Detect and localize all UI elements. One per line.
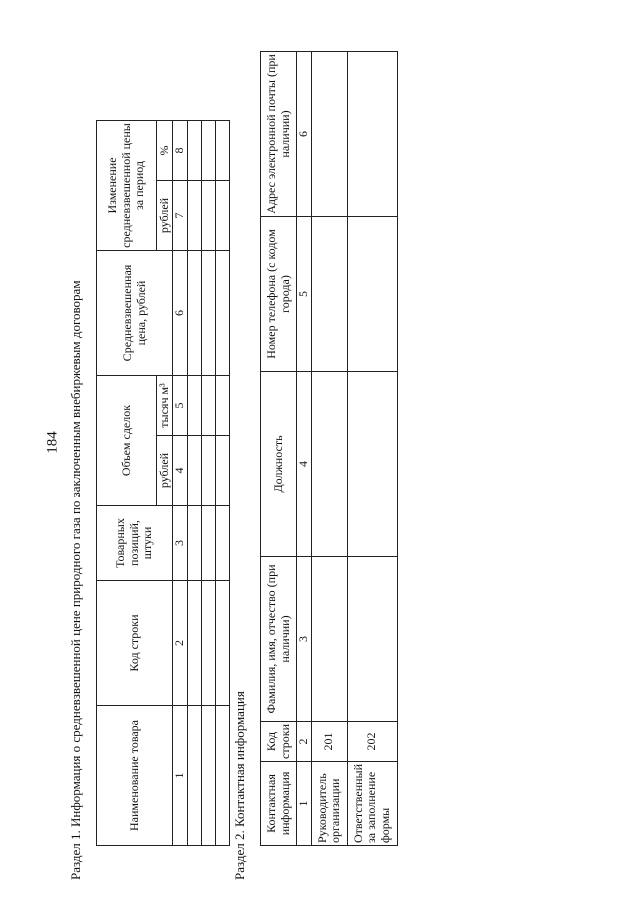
table-row xyxy=(201,121,215,846)
empty-cell xyxy=(215,181,229,251)
empty-cell xyxy=(187,181,201,251)
header-volume-m3: тысяч м³ xyxy=(157,376,173,436)
row-label: Ответственный за заполнение формы xyxy=(347,761,397,845)
empty-cell xyxy=(201,251,215,376)
col-number: 4 xyxy=(173,436,188,506)
col-number: 8 xyxy=(173,121,188,181)
section1-title: Раздел 1. Информация о средневзвешенной цене природного газа по заключенным внебиржевым договорам xyxy=(68,280,83,880)
header-change-pct: % xyxy=(157,121,173,181)
col-number: 3 xyxy=(297,556,312,721)
col-number: 7 xyxy=(173,181,188,251)
empty-cell xyxy=(201,506,215,581)
empty-cell xyxy=(187,251,201,376)
col-number: 4 xyxy=(297,371,312,556)
col-number: 6 xyxy=(173,251,188,376)
table-row xyxy=(347,51,397,845)
empty-cell xyxy=(201,121,215,181)
table-row xyxy=(187,121,201,846)
section1-table xyxy=(96,120,230,846)
header-code: Код строки xyxy=(97,581,173,706)
header-position: Должность xyxy=(261,371,297,556)
empty-cell xyxy=(311,216,347,371)
empty-cell xyxy=(215,251,229,376)
header-code: Код строки xyxy=(261,721,297,761)
table-row xyxy=(215,121,229,846)
empty-cell xyxy=(215,581,229,706)
col-number: 5 xyxy=(173,376,188,436)
empty-cell xyxy=(187,506,201,581)
col-number: 3 xyxy=(173,506,188,581)
header-positions: Товарных позиций, штуки xyxy=(97,506,173,581)
empty-cell xyxy=(347,216,397,371)
section2-table xyxy=(260,51,398,846)
col-number: 6 xyxy=(297,51,312,216)
empty-cell xyxy=(215,706,229,846)
col-number: 2 xyxy=(173,581,188,706)
table-row xyxy=(311,51,347,845)
col-number: 1 xyxy=(297,761,312,845)
empty-cell xyxy=(187,376,201,436)
empty-cell xyxy=(187,706,201,846)
row-label: Руководитель организации xyxy=(311,761,347,845)
empty-cell xyxy=(201,581,215,706)
page-number: 184 xyxy=(44,431,61,454)
empty-cell xyxy=(311,51,347,216)
header-fio: Фамилия, имя, отчество (при наличии) xyxy=(261,556,297,721)
header-phone: Номер телефона (с кодом города) xyxy=(261,216,297,371)
header-volume-rub: рублей xyxy=(157,436,173,506)
section2-title: Раздел 2. Контактная информация xyxy=(232,691,247,880)
empty-cell xyxy=(347,51,397,216)
empty-cell xyxy=(347,556,397,721)
empty-cell xyxy=(215,506,229,581)
header-avg-price: Средневзвешенная цена, рублей xyxy=(97,251,173,376)
row-code: 202 xyxy=(347,721,397,761)
empty-cell xyxy=(201,376,215,436)
header-contact: Контактная информация xyxy=(261,761,297,845)
col-number: 1 xyxy=(173,706,188,846)
rotated-sheet xyxy=(60,20,580,880)
header-email: Адрес электронной почты (при наличии) xyxy=(261,51,297,216)
empty-cell xyxy=(215,121,229,181)
header-change: Изменение средневзвешенной цены за период xyxy=(97,121,157,251)
empty-cell xyxy=(201,436,215,506)
empty-cell xyxy=(187,121,201,181)
header-name: Наименование товара xyxy=(97,706,173,846)
empty-cell xyxy=(311,556,347,721)
header-volume: Объем сделок xyxy=(97,376,157,506)
row-code: 201 xyxy=(311,721,347,761)
empty-cell xyxy=(201,706,215,846)
empty-cell xyxy=(311,371,347,556)
empty-cell xyxy=(187,581,201,706)
empty-cell xyxy=(201,181,215,251)
col-number: 5 xyxy=(297,216,312,371)
col-number: 2 xyxy=(297,721,312,761)
empty-cell xyxy=(215,436,229,506)
empty-cell xyxy=(347,371,397,556)
empty-cell xyxy=(187,436,201,506)
empty-cell xyxy=(215,376,229,436)
header-change-rub: рублей xyxy=(157,181,173,251)
